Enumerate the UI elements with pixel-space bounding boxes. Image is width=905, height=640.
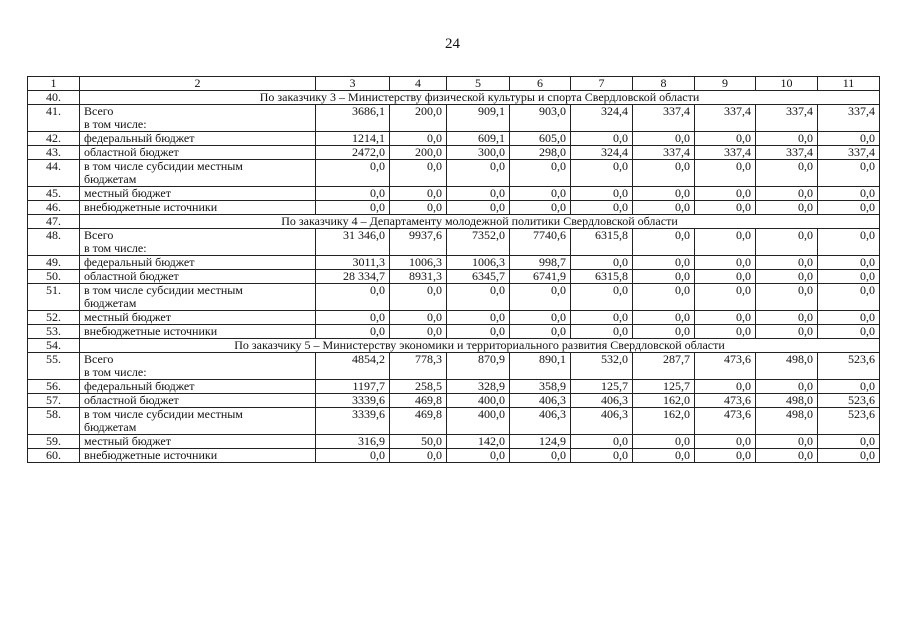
- column-header: 4: [390, 77, 447, 91]
- value-cell: 400,0: [447, 408, 510, 435]
- table-row: [28, 105, 880, 132]
- value-cell: 0,0: [695, 380, 756, 394]
- table-row: [28, 380, 880, 394]
- value-cell: 0,0: [510, 325, 571, 339]
- value-cell: 0,0: [818, 435, 880, 449]
- value-cell: 2472,0: [316, 146, 390, 160]
- value-cell: 0,0: [633, 270, 695, 284]
- value-cell: 3686,1: [316, 105, 390, 132]
- row-number: 56.: [28, 380, 80, 394]
- value-cell: 258,5: [390, 380, 447, 394]
- row-label-continued: бюджетам: [84, 296, 137, 310]
- value-cell: 0,0: [756, 132, 818, 146]
- value-cell: 605,0: [510, 132, 571, 146]
- value-cell: 0,0: [571, 201, 633, 215]
- value-cell: 0,0: [695, 325, 756, 339]
- value-cell: 0,0: [818, 284, 880, 311]
- table-row: [28, 311, 880, 325]
- value-cell: 870,9: [447, 353, 510, 380]
- value-cell: 0,0: [316, 201, 390, 215]
- row-label: в том числе субсидии местным: [84, 283, 243, 297]
- value-cell: 498,0: [756, 394, 818, 408]
- value-cell: 0,0: [756, 229, 818, 256]
- value-cell: 0,0: [633, 201, 695, 215]
- row-number: 60.: [28, 449, 80, 463]
- value-cell: 287,7: [633, 353, 695, 380]
- value-cell: 0,0: [316, 187, 390, 201]
- value-cell: 0,0: [571, 187, 633, 201]
- value-cell: 0,0: [571, 435, 633, 449]
- value-cell: 473,6: [695, 408, 756, 435]
- value-cell: 0,0: [756, 160, 818, 187]
- row-label: местный бюджет: [84, 434, 171, 448]
- value-cell: 523,6: [818, 353, 880, 380]
- row-label-continued: в том числе:: [84, 241, 147, 255]
- value-cell: 8931,3: [390, 270, 447, 284]
- section-title: По заказчику 4 – Департаменту молодежной политики Свердловской области: [80, 215, 880, 229]
- value-cell: 7352,0: [447, 229, 510, 256]
- value-cell: 200,0: [390, 105, 447, 132]
- table-row: [28, 435, 880, 449]
- value-cell: 0,0: [695, 229, 756, 256]
- row-number: 48.: [28, 229, 80, 256]
- value-cell: 0,0: [316, 284, 390, 311]
- table-body: [28, 77, 880, 463]
- value-cell: 0,0: [447, 201, 510, 215]
- value-cell: 473,6: [695, 394, 756, 408]
- row-label-continued: бюджетам: [84, 420, 137, 434]
- row-label: Всего: [84, 228, 114, 242]
- value-cell: 0,0: [633, 256, 695, 270]
- value-cell: 337,4: [756, 146, 818, 160]
- row-label-cell: [80, 270, 316, 284]
- table-row: [28, 187, 880, 201]
- value-cell: 0,0: [390, 132, 447, 146]
- value-cell: 406,3: [571, 394, 633, 408]
- value-cell: 31 346,0: [316, 229, 390, 256]
- table-row: [28, 449, 880, 463]
- value-cell: 0,0: [390, 449, 447, 463]
- row-label: Всего: [84, 352, 114, 366]
- row-label-cell: [80, 380, 316, 394]
- value-cell: 406,3: [510, 408, 571, 435]
- value-cell: 903,0: [510, 105, 571, 132]
- value-cell: 0,0: [818, 160, 880, 187]
- row-number: 40.: [28, 91, 80, 105]
- value-cell: 0,0: [447, 160, 510, 187]
- value-cell: 0,0: [818, 449, 880, 463]
- value-cell: 328,9: [447, 380, 510, 394]
- column-header: 6: [510, 77, 571, 91]
- row-label: в том числе субсидии местным: [84, 159, 243, 173]
- row-label: областной бюджет: [84, 145, 179, 159]
- section-row: [28, 91, 880, 105]
- row-number: 42.: [28, 132, 80, 146]
- value-cell: 162,0: [633, 408, 695, 435]
- value-cell: 998,7: [510, 256, 571, 270]
- value-cell: 0,0: [447, 449, 510, 463]
- value-cell: 0,0: [818, 132, 880, 146]
- value-cell: 0,0: [633, 187, 695, 201]
- value-cell: 0,0: [756, 435, 818, 449]
- row-label: Всего: [84, 104, 114, 118]
- row-label-cell: [80, 160, 316, 187]
- value-cell: 0,0: [633, 311, 695, 325]
- row-label: внебюджетные источники: [84, 200, 218, 214]
- row-label: федеральный бюджет: [84, 255, 195, 269]
- value-cell: 909,1: [447, 105, 510, 132]
- value-cell: 316,9: [316, 435, 390, 449]
- section-title: По заказчику 5 – Министерству экономики и территориального развития Свердловской области: [80, 339, 880, 353]
- value-cell: 0,0: [316, 311, 390, 325]
- value-cell: 0,0: [510, 160, 571, 187]
- row-label: в том числе субсидии местным: [84, 407, 243, 421]
- value-cell: 0,0: [818, 229, 880, 256]
- value-cell: 0,0: [316, 325, 390, 339]
- row-label-cell: [80, 435, 316, 449]
- value-cell: 0,0: [571, 256, 633, 270]
- value-cell: 0,0: [756, 201, 818, 215]
- value-cell: 0,0: [756, 380, 818, 394]
- value-cell: 0,0: [390, 160, 447, 187]
- row-number: 51.: [28, 284, 80, 311]
- value-cell: 0,0: [390, 325, 447, 339]
- value-cell: 523,6: [818, 408, 880, 435]
- table-row: [28, 201, 880, 215]
- value-cell: 4854,2: [316, 353, 390, 380]
- row-label-continued: в том числе:: [84, 365, 147, 379]
- value-cell: 890,1: [510, 353, 571, 380]
- value-cell: 324,4: [571, 105, 633, 132]
- value-cell: 0,0: [818, 380, 880, 394]
- value-cell: 125,7: [633, 380, 695, 394]
- value-cell: 0,0: [695, 187, 756, 201]
- row-number: 50.: [28, 270, 80, 284]
- value-cell: 3339,6: [316, 394, 390, 408]
- table-row: [28, 284, 880, 311]
- value-cell: 406,3: [571, 408, 633, 435]
- budget-table: [27, 76, 880, 463]
- value-cell: 0,0: [633, 160, 695, 187]
- table-row: [28, 394, 880, 408]
- value-cell: 0,0: [756, 256, 818, 270]
- value-cell: 0,0: [818, 270, 880, 284]
- row-number: 58.: [28, 408, 80, 435]
- value-cell: 0,0: [510, 449, 571, 463]
- row-label-cell: [80, 132, 316, 146]
- value-cell: 28 334,7: [316, 270, 390, 284]
- row-label-cell: [80, 105, 316, 132]
- value-cell: 324,4: [571, 146, 633, 160]
- column-header: 5: [447, 77, 510, 91]
- value-cell: 358,9: [510, 380, 571, 394]
- value-cell: 609,1: [447, 132, 510, 146]
- value-cell: 0,0: [633, 132, 695, 146]
- row-number: 59.: [28, 435, 80, 449]
- value-cell: 6315,8: [571, 229, 633, 256]
- value-cell: 0,0: [571, 325, 633, 339]
- value-cell: 0,0: [756, 325, 818, 339]
- value-cell: 0,0: [510, 284, 571, 311]
- value-cell: 3011,3: [316, 256, 390, 270]
- section-row: [28, 339, 880, 353]
- value-cell: 0,0: [390, 201, 447, 215]
- row-number: 41.: [28, 105, 80, 132]
- header-row: [28, 77, 880, 91]
- column-header: 9: [695, 77, 756, 91]
- column-header: 3: [316, 77, 390, 91]
- value-cell: 0,0: [447, 284, 510, 311]
- value-cell: 0,0: [695, 435, 756, 449]
- value-cell: 0,0: [633, 284, 695, 311]
- value-cell: 0,0: [695, 270, 756, 284]
- table-row: [28, 160, 880, 187]
- row-label: областной бюджет: [84, 393, 179, 407]
- value-cell: 0,0: [818, 311, 880, 325]
- table-row: [28, 229, 880, 256]
- row-number: 46.: [28, 201, 80, 215]
- value-cell: 0,0: [756, 311, 818, 325]
- value-cell: 469,8: [390, 394, 447, 408]
- row-number: 54.: [28, 339, 80, 353]
- value-cell: 0,0: [695, 311, 756, 325]
- row-label-cell: [80, 187, 316, 201]
- row-label: федеральный бюджет: [84, 131, 195, 145]
- table-row: [28, 132, 880, 146]
- row-number: 43.: [28, 146, 80, 160]
- value-cell: 0,0: [695, 256, 756, 270]
- row-label: областной бюджет: [84, 269, 179, 283]
- value-cell: 337,4: [818, 105, 880, 132]
- value-cell: 337,4: [633, 105, 695, 132]
- value-cell: 0,0: [447, 311, 510, 325]
- value-cell: 3339,6: [316, 408, 390, 435]
- value-cell: 469,8: [390, 408, 447, 435]
- table-row: [28, 325, 880, 339]
- row-label-cell: [80, 394, 316, 408]
- row-number: 53.: [28, 325, 80, 339]
- table-row: [28, 146, 880, 160]
- column-header: 1: [28, 77, 80, 91]
- row-label-cell: [80, 325, 316, 339]
- value-cell: 0,0: [633, 325, 695, 339]
- row-label-cell: [80, 311, 316, 325]
- value-cell: 0,0: [756, 449, 818, 463]
- row-number: 47.: [28, 215, 80, 229]
- value-cell: 0,0: [571, 160, 633, 187]
- value-cell: 0,0: [316, 449, 390, 463]
- table-row: [28, 270, 880, 284]
- value-cell: 0,0: [510, 201, 571, 215]
- row-label: местный бюджет: [84, 310, 171, 324]
- value-cell: 1214,1: [316, 132, 390, 146]
- value-cell: 0,0: [818, 325, 880, 339]
- row-number: 55.: [28, 353, 80, 380]
- row-label-cell: [80, 256, 316, 270]
- value-cell: 337,4: [818, 146, 880, 160]
- column-header: 10: [756, 77, 818, 91]
- value-cell: 0,0: [571, 449, 633, 463]
- row-label-cell: [80, 408, 316, 435]
- value-cell: 337,4: [633, 146, 695, 160]
- value-cell: 0,0: [571, 311, 633, 325]
- value-cell: 162,0: [633, 394, 695, 408]
- row-label-cell: [80, 353, 316, 380]
- row-label-cell: [80, 229, 316, 256]
- table-row: [28, 408, 880, 435]
- value-cell: 532,0: [571, 353, 633, 380]
- value-cell: 6315,8: [571, 270, 633, 284]
- value-cell: 0,0: [818, 256, 880, 270]
- value-cell: 6741,9: [510, 270, 571, 284]
- value-cell: 406,3: [510, 394, 571, 408]
- value-cell: 0,0: [390, 187, 447, 201]
- value-cell: 124,9: [510, 435, 571, 449]
- column-header: 11: [818, 77, 880, 91]
- value-cell: 7740,6: [510, 229, 571, 256]
- row-label-cell: [80, 284, 316, 311]
- column-header: 8: [633, 77, 695, 91]
- value-cell: 778,3: [390, 353, 447, 380]
- value-cell: 0,0: [390, 311, 447, 325]
- value-cell: 0,0: [756, 284, 818, 311]
- column-header: 2: [80, 77, 316, 91]
- row-label-continued: в том числе:: [84, 117, 147, 131]
- section-title: По заказчику 3 – Министерству физической культуры и спорта Свердловской области: [80, 91, 880, 105]
- row-label-cell: [80, 146, 316, 160]
- value-cell: 337,4: [756, 105, 818, 132]
- value-cell: 6345,7: [447, 270, 510, 284]
- row-label: внебюджетные источники: [84, 324, 218, 338]
- row-number: 52.: [28, 311, 80, 325]
- row-number: 49.: [28, 256, 80, 270]
- row-number: 57.: [28, 394, 80, 408]
- value-cell: 0,0: [571, 132, 633, 146]
- value-cell: 1197,7: [316, 380, 390, 394]
- value-cell: 50,0: [390, 435, 447, 449]
- value-cell: 0,0: [390, 284, 447, 311]
- value-cell: 0,0: [316, 160, 390, 187]
- column-header: 7: [571, 77, 633, 91]
- value-cell: 337,4: [695, 105, 756, 132]
- table-row: [28, 256, 880, 270]
- value-cell: 0,0: [510, 311, 571, 325]
- value-cell: 0,0: [695, 201, 756, 215]
- value-cell: 0,0: [633, 449, 695, 463]
- value-cell: 498,0: [756, 353, 818, 380]
- value-cell: 1006,3: [390, 256, 447, 270]
- row-number: 45.: [28, 187, 80, 201]
- row-label: местный бюджет: [84, 186, 171, 200]
- table-row: [28, 353, 880, 380]
- value-cell: 0,0: [447, 187, 510, 201]
- value-cell: 0,0: [756, 187, 818, 201]
- row-label: внебюджетные источники: [84, 448, 218, 462]
- value-cell: 0,0: [756, 270, 818, 284]
- value-cell: 142,0: [447, 435, 510, 449]
- value-cell: 0,0: [818, 187, 880, 201]
- value-cell: 0,0: [695, 132, 756, 146]
- value-cell: 0,0: [695, 160, 756, 187]
- value-cell: 498,0: [756, 408, 818, 435]
- value-cell: 473,6: [695, 353, 756, 380]
- value-cell: 0,0: [633, 435, 695, 449]
- value-cell: 0,0: [571, 284, 633, 311]
- value-cell: 0,0: [695, 284, 756, 311]
- row-label-cell: [80, 201, 316, 215]
- value-cell: 0,0: [510, 187, 571, 201]
- value-cell: 0,0: [633, 229, 695, 256]
- value-cell: 125,7: [571, 380, 633, 394]
- section-row: [28, 215, 880, 229]
- value-cell: 1006,3: [447, 256, 510, 270]
- page-number: 24: [445, 36, 460, 52]
- value-cell: 337,4: [695, 146, 756, 160]
- row-label: федеральный бюджет: [84, 379, 195, 393]
- value-cell: 200,0: [390, 146, 447, 160]
- value-cell: 9937,6: [390, 229, 447, 256]
- value-cell: 0,0: [695, 449, 756, 463]
- row-label-cell: [80, 449, 316, 463]
- value-cell: 0,0: [818, 201, 880, 215]
- value-cell: 298,0: [510, 146, 571, 160]
- value-cell: 400,0: [447, 394, 510, 408]
- row-number: 44.: [28, 160, 80, 187]
- value-cell: 0,0: [447, 325, 510, 339]
- row-label-continued: бюджетам: [84, 172, 137, 186]
- value-cell: 523,6: [818, 394, 880, 408]
- value-cell: 300,0: [447, 146, 510, 160]
